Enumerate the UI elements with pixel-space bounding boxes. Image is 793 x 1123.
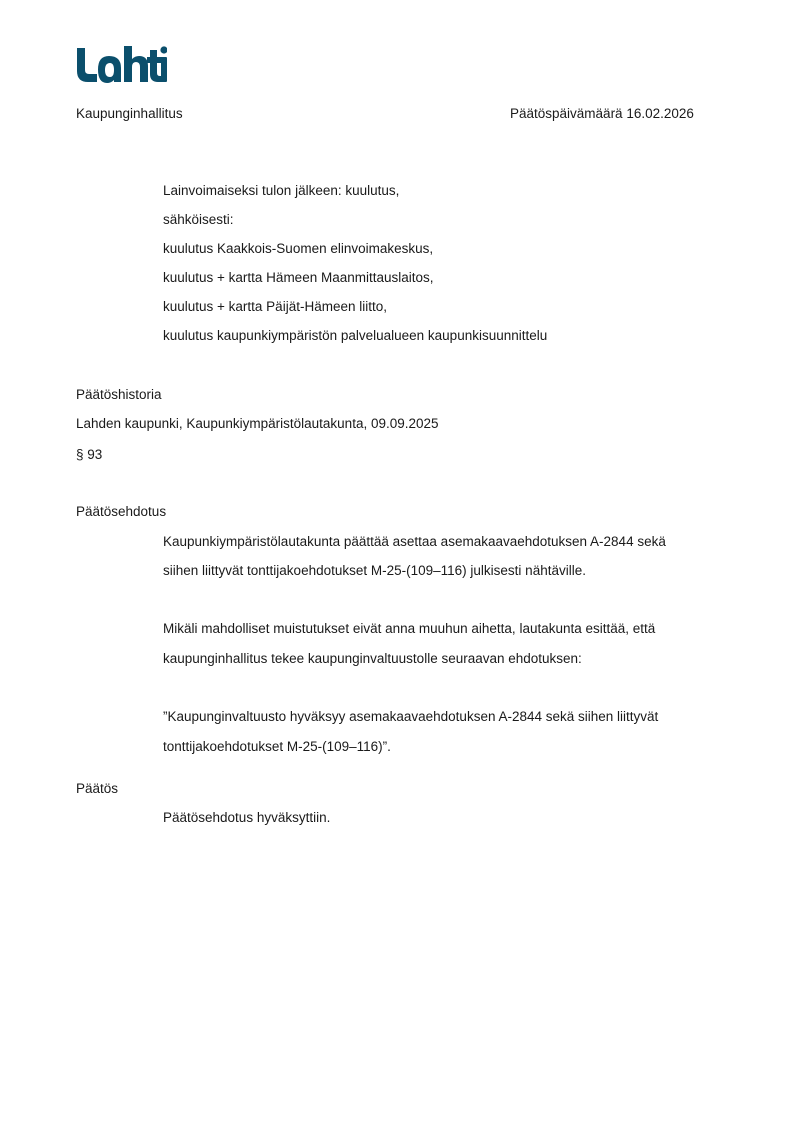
distribution-line: sähköisesti: (163, 212, 234, 227)
history-heading: Päätöshistoria (76, 387, 162, 402)
proposal-heading: Päätösehdotus (76, 504, 167, 519)
distribution-line: kuulutus kaupunkiympäristön palvelualueen kaupunkisuunnittelu (163, 328, 548, 343)
history-section: § 93 (76, 447, 103, 462)
lahti-logo-icon (75, 44, 167, 84)
proposal-text: Kaupunkiympäristölautakunta päättää asettaa asemakaavaehdotuksen A-2844 sekä (163, 534, 666, 549)
proposal-text: siihen liittyvät tonttijakoehdotukset M-25-(109–116) julkisesti nähtäville. (163, 563, 586, 578)
proposal-quote: ”Kaupunginvaltuusto hyväksyy asemakaavaehdotuksen A-2844 sekä siihen liittyvät (163, 709, 659, 724)
organ-name: Kaupunginhallitus (76, 106, 183, 121)
lahti-logo (75, 40, 167, 84)
distribution-line: kuulutus Kaakkois-Suomen elinvoimakeskus, (163, 241, 434, 256)
decision-text: Päätösehdotus hyväksyttiin. (163, 810, 331, 825)
decision-date: Päätöspäivämäärä 16.02.2026 (510, 106, 694, 121)
decision-heading: Päätös (76, 781, 119, 796)
history-line: Lahden kaupunki, Kaupunkiympäristölautakunta, 09.09.2025 (76, 416, 439, 431)
proposal-text: kaupunginhallitus tekee kaupunginvaltuustolle seuraavan ehdotuksen: (163, 651, 582, 666)
proposal-text: Mikäli mahdolliset muistutukset eivät anna muuhun aihetta, lautakunta esittää, että (163, 621, 656, 636)
distribution-line: kuulutus + kartta Hämeen Maanmittauslaitos, (163, 270, 434, 285)
distribution-line: kuulutus + kartta Päijät-Hämeen liitto, (163, 299, 387, 314)
proposal-quote: tonttijakoehdotukset M-25-(109–116)”. (163, 739, 391, 754)
distribution-line: Lainvoimaiseksi tulon jälkeen: kuulutus, (163, 183, 400, 198)
